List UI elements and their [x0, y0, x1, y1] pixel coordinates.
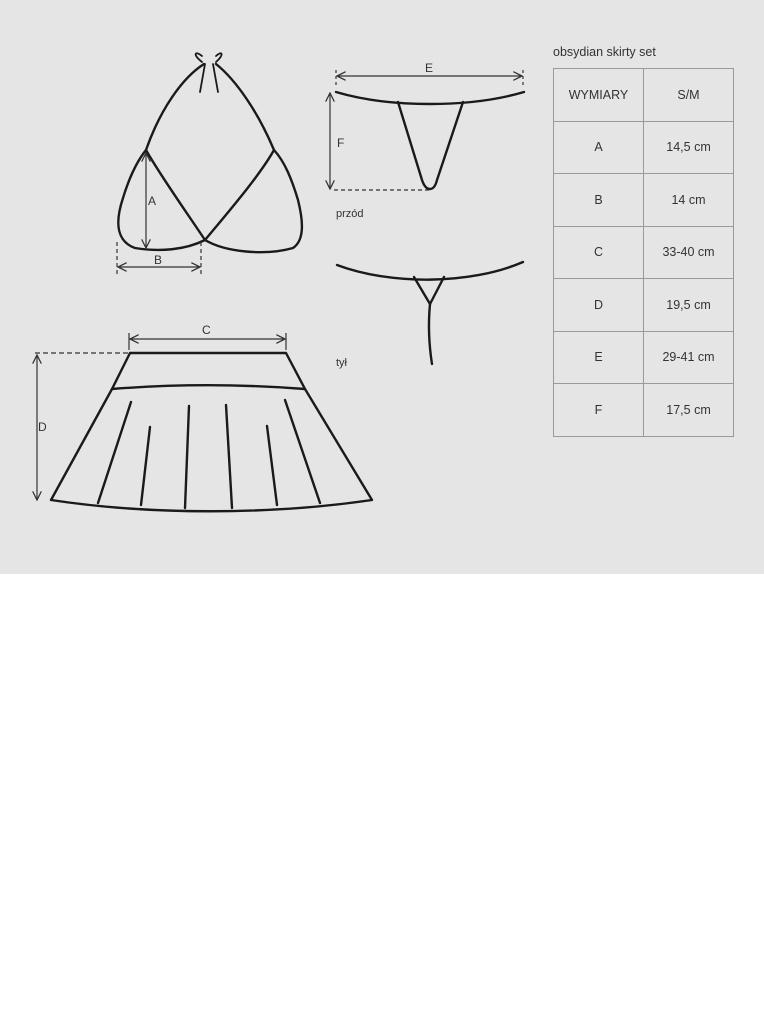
dimension-cell: C	[554, 226, 644, 279]
left-cup	[118, 150, 205, 250]
value-cell: 14,5 cm	[644, 121, 734, 174]
bow	[196, 53, 222, 92]
dimension-d	[35, 353, 128, 500]
size-table	[553, 68, 734, 437]
header-size: S/M	[644, 69, 734, 122]
value-cell: 19,5 cm	[644, 279, 734, 332]
dimension-cell: E	[554, 331, 644, 384]
table-header-row	[554, 69, 734, 122]
table-row	[554, 331, 734, 384]
table-row	[554, 174, 734, 227]
neck-strap	[146, 64, 274, 150]
table-row	[554, 384, 734, 437]
label-e: E	[425, 61, 434, 75]
thong-front	[336, 92, 524, 189]
dimension-cell: D	[554, 279, 644, 332]
value-cell: 14 cm	[644, 174, 734, 227]
dimension-cell: A	[554, 121, 644, 174]
dimension-f	[330, 93, 430, 190]
value-cell: 29-41 cm	[644, 331, 734, 384]
table-row	[554, 279, 734, 332]
table-title: obsydian skirty set	[553, 45, 656, 59]
label-a: A	[148, 194, 157, 208]
label-back: tył	[336, 357, 347, 369]
right-cup	[205, 150, 302, 252]
table-row	[554, 121, 734, 174]
label-b: B	[154, 253, 163, 267]
dimension-cell: B	[554, 174, 644, 227]
label-c: C	[202, 323, 211, 337]
value-cell: 33-40 cm	[644, 226, 734, 279]
header-dimension: WYMIARY	[554, 69, 644, 122]
dimension-cell: F	[554, 384, 644, 437]
label-f: F	[337, 136, 345, 150]
label-front: przód	[336, 208, 364, 220]
table-row	[554, 226, 734, 279]
label-d: D	[38, 420, 47, 434]
thong-back	[337, 262, 523, 364]
skirt	[51, 353, 372, 511]
value-cell: 17,5 cm	[644, 384, 734, 437]
